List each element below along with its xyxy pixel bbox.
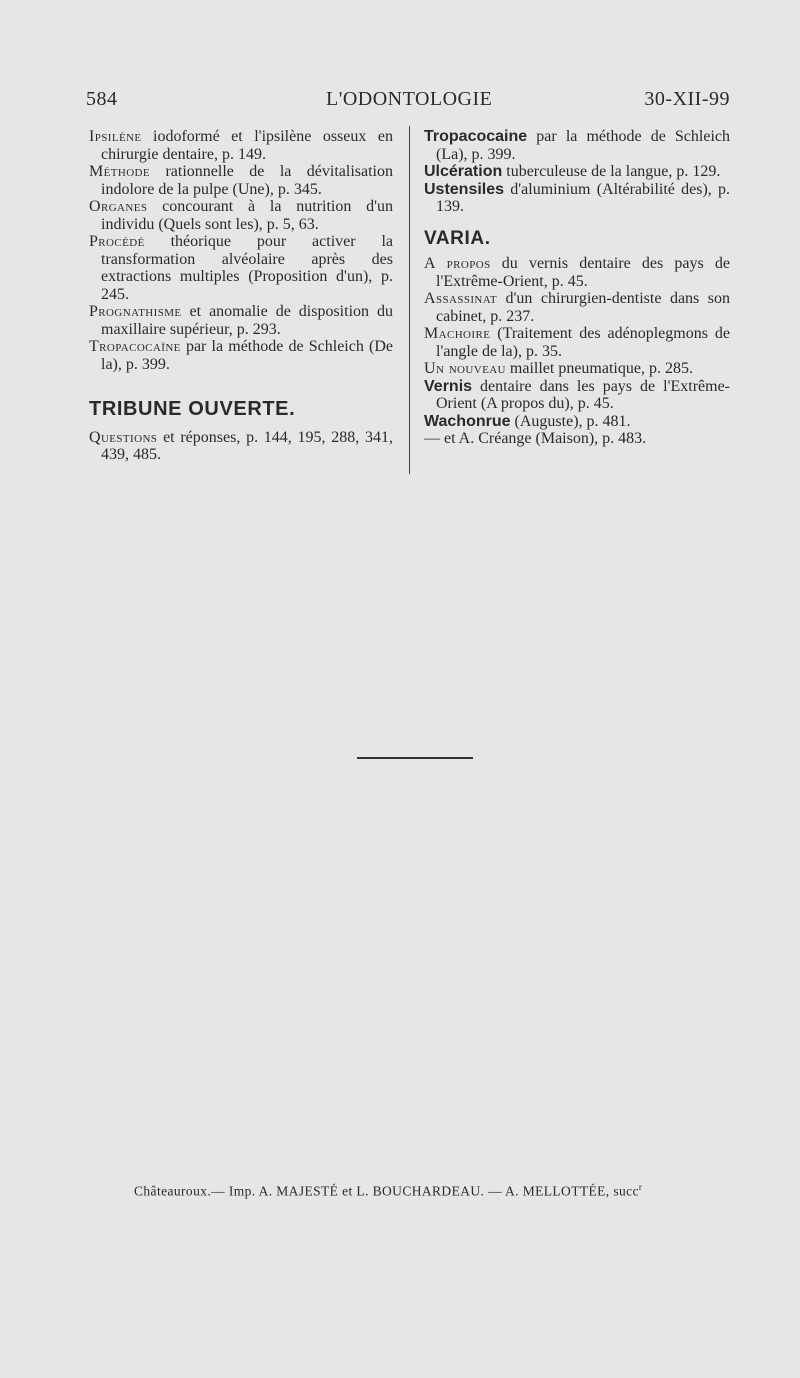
entry-text: d'un chirurgien-dentiste dans son cabinet, p. 237. bbox=[436, 290, 730, 325]
index-entry bbox=[89, 233, 393, 303]
index-entry bbox=[424, 290, 730, 325]
entry-lead: Organes bbox=[89, 198, 148, 215]
index-entry bbox=[424, 378, 730, 413]
index-entry bbox=[424, 181, 730, 216]
entry-lead: Procédé bbox=[89, 233, 145, 250]
issue-date: 30-XII-99 bbox=[644, 88, 730, 110]
index-entry bbox=[89, 198, 393, 233]
page-number: 584 bbox=[86, 88, 118, 110]
index-entry bbox=[89, 128, 393, 163]
index-entry bbox=[89, 163, 393, 198]
imprint-text: Châteauroux.— Imp. A. MAJESTÉ et L. BOUCHARDEAU. — A. MELLOTTÉE, succ bbox=[134, 1183, 639, 1199]
entry-text: tuberculeuse de la langue, p. 129. bbox=[502, 163, 721, 180]
entry-text: d'aluminium (Altérabilité des), p. 139. bbox=[436, 180, 730, 215]
entry-lead: A propos bbox=[424, 255, 491, 272]
entry-lead: Vernis bbox=[424, 377, 473, 395]
entry-lead: Machoire bbox=[424, 325, 491, 342]
entry-text: par la méthode de Schleich (La), p. 399. bbox=[436, 128, 730, 163]
entry-text: et réponses, p. 144, 195, 288, 341, 439, 485. bbox=[101, 428, 393, 463]
index-entry bbox=[424, 128, 730, 163]
section-title-varia: VARIA. bbox=[424, 227, 491, 249]
entry-lead: Ustensiles bbox=[424, 180, 505, 198]
index-entry bbox=[89, 429, 393, 464]
entry-text: rationnelle de la dévitalisation indolore de la pulpe (Une), p. 345. bbox=[101, 163, 393, 198]
column-divider bbox=[409, 126, 410, 474]
entry-text: maillet pneumatique, p. 285. bbox=[505, 360, 693, 377]
imprint-superscript: r bbox=[638, 1182, 643, 1192]
entry-text: théorique pour activer la transformation alvéolaire après des extractions multiples (Proposition d'un), p. 245. bbox=[101, 233, 393, 303]
end-rule bbox=[357, 757, 473, 759]
entry-text: du vernis dentaire des pays de l'Extrême-Orient, p. 45. bbox=[436, 255, 730, 290]
entry-lead: Questions bbox=[89, 428, 158, 446]
entry-text: iodoformé et l'ipsilène osseux en chirurgie dentaire, p. 149. bbox=[101, 128, 393, 163]
entry-lead: Wachonrue bbox=[424, 412, 511, 430]
entry-text: (Traitement des adénoplegmons de l'angle de la), p. 35. bbox=[436, 325, 730, 360]
index-entry bbox=[89, 303, 393, 338]
journal-title: L'ODONTOLOGIE bbox=[326, 88, 493, 110]
entry-lead: Ulcération bbox=[424, 163, 503, 180]
index-entry bbox=[89, 338, 393, 373]
entry-lead: Tropacocaine bbox=[424, 128, 528, 145]
entry-lead: Ipsilène bbox=[89, 128, 142, 145]
index-entry-continuation: — et A. Créange (Maison), p. 483. bbox=[424, 430, 647, 447]
index-entry bbox=[424, 413, 730, 431]
entry-lead: Un nouveau bbox=[424, 360, 506, 377]
right-column bbox=[424, 128, 730, 448]
left-column bbox=[89, 128, 393, 464]
entry-lead: Prognathisme bbox=[89, 303, 182, 320]
entry-text: par la méthode de Schleich (De la), p. 399. bbox=[101, 338, 393, 373]
entry-text: concourant à la nutrition d'un individu (Quels sont les), p. 5, 63. bbox=[101, 198, 393, 233]
entry-text: et anomalie de disposition du maxillaire supérieur, p. 293. bbox=[101, 303, 393, 338]
entry-text: (Auguste), p. 481. bbox=[510, 412, 631, 430]
printer-imprint bbox=[134, 1182, 754, 1200]
index-entry bbox=[424, 255, 730, 290]
index-entry bbox=[424, 360, 730, 378]
index-entry bbox=[424, 163, 730, 181]
entry-lead: Méthode bbox=[89, 163, 151, 180]
entry-lead: Tropacocaïne bbox=[89, 338, 181, 355]
section-title-tribune: TRIBUNE OUVERTE. bbox=[89, 398, 296, 420]
entry-lead: Assassinat bbox=[424, 290, 498, 307]
running-header bbox=[86, 88, 730, 118]
index-entry bbox=[424, 325, 730, 360]
entry-text: dentaire dans les pays de l'Extrême-Orient (A propos du), p. 45. bbox=[436, 377, 730, 412]
